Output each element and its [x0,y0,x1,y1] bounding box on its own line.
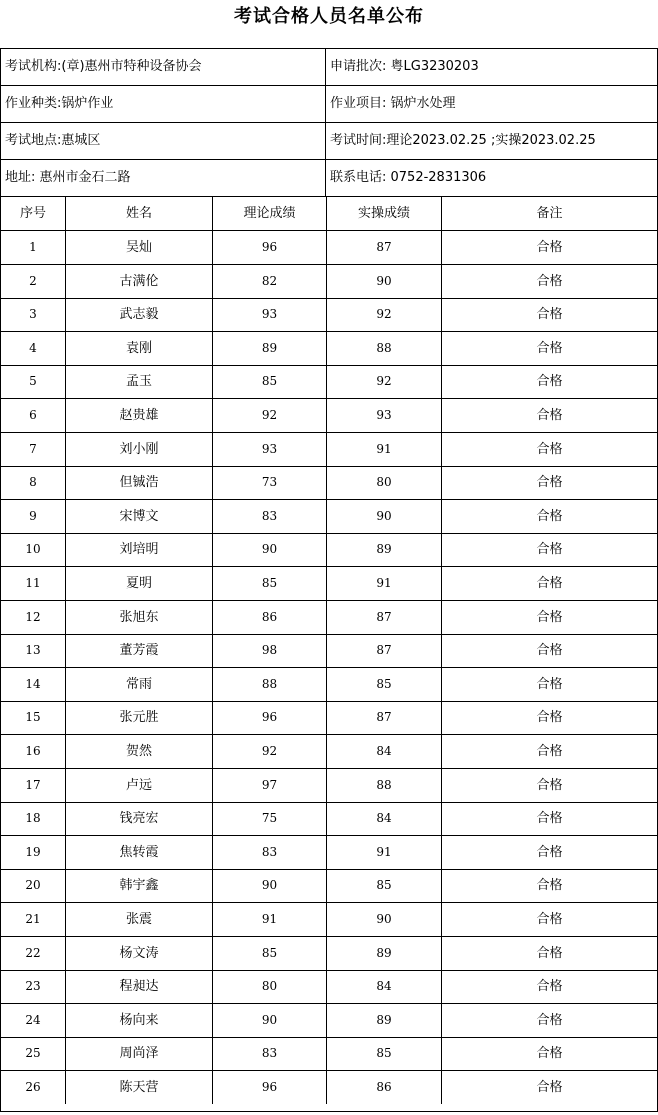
row-index: 14 [1,668,66,701]
theory-score: 97 [213,769,327,802]
practical-score: 89 [327,1004,442,1037]
row-index: 3 [1,298,66,331]
candidate-name: 袁刚 [66,332,213,365]
remark: 合格 [536,912,563,927]
theory-score: 90 [213,533,327,566]
remark: 合格 [536,374,563,390]
row-index: 19 [1,836,66,869]
table-row [1,970,657,1004]
row-index: 25 [1,1037,66,1070]
candidate-name: 董芳霞 [66,634,213,667]
theory-score: 86 [213,601,327,634]
candidate-name: 张旭东 [66,601,213,634]
info-row [1,86,657,123]
practical-score: 89 [327,533,442,566]
application-batch: 申请批次: 粤LG3230203 [330,59,479,74]
table-row [1,769,657,803]
candidate-name: 刘小刚 [66,433,213,466]
practical-score: 88 [327,769,442,802]
practical-score: 86 [327,1071,442,1104]
remark: 合格 [536,844,563,860]
candidate-name: 但铖浩 [66,466,213,499]
table-row [1,601,657,635]
table-row [1,937,657,971]
remark: 合格 [536,777,563,793]
theory-score: 90 [213,869,327,902]
practical-score: 85 [327,668,442,701]
info-row [1,123,657,160]
practical-score: 89 [327,937,442,970]
theory-score: 96 [213,701,327,734]
table-row [1,802,657,836]
theory-score: 83 [213,836,327,869]
operation-category: 作业种类:锅炉作业 [1,86,326,122]
table-row [1,1037,657,1071]
candidate-name: 常雨 [66,668,213,701]
practical-score: 87 [327,634,442,667]
theory-score: 98 [213,634,327,667]
row-index: 8 [1,466,66,499]
row-index: 10 [1,533,66,566]
remark: 合格 [536,340,563,356]
table-row [1,231,657,265]
practical-score: 85 [327,869,442,902]
row-index: 9 [1,500,66,533]
remark: 合格 [536,710,563,726]
info-row [1,49,657,86]
candidate-name: 张元胜 [66,701,213,734]
column-header-practical-score: 实操成绩 [327,197,442,230]
remark: 合格 [536,273,563,289]
candidate-name: 陈天营 [66,1071,213,1104]
candidate-name: 武志毅 [66,298,213,331]
remark: 合格 [536,508,563,524]
theory-score: 91 [213,903,327,936]
theory-score: 83 [213,500,327,533]
practical-score: 80 [327,466,442,499]
table-row [1,1071,657,1105]
row-index: 12 [1,601,66,634]
column-header-name: 姓名 [66,197,213,230]
row-index: 2 [1,265,66,298]
practical-score: 93 [327,399,442,432]
practical-score: 90 [327,500,442,533]
theory-score: 73 [213,466,327,499]
theory-score: 92 [213,399,327,432]
practical-score: 90 [327,903,442,936]
info-row [1,160,657,197]
remark: 合格 [536,979,563,995]
column-header-remark: 备注 [536,206,563,221]
theory-score: 80 [213,970,327,1003]
candidate-name: 古满伦 [66,265,213,298]
remark: 合格 [536,945,563,961]
remark: 合格 [536,811,563,827]
row-index: 13 [1,634,66,667]
theory-score: 82 [213,265,327,298]
remark: 合格 [536,878,563,894]
remark: 合格 [536,542,563,558]
contact-phone: 联系电话: 0752-2831306 [330,170,487,185]
practical-score: 85 [327,1037,442,1070]
table-row [1,668,657,702]
candidate-name: 杨文涛 [66,937,213,970]
table-row [1,533,657,567]
candidate-name: 钱亮宏 [66,802,213,835]
table-row [1,1004,657,1038]
row-index: 11 [1,567,66,600]
remark: 合格 [536,676,563,692]
remark: 合格 [536,1080,563,1095]
table-row [1,903,657,937]
practical-score: 84 [327,735,442,768]
practical-score: 88 [327,332,442,365]
candidate-name: 张震 [66,903,213,936]
practical-score: 92 [327,365,442,398]
row-index: 20 [1,869,66,902]
practical-score: 91 [327,836,442,869]
table-row [1,701,657,735]
remark: 合格 [536,307,563,323]
theory-score: 89 [213,332,327,365]
exam-organization: 考试机构:(章)惠州市特种设备协会 [1,49,326,85]
remark: 合格 [536,1046,563,1062]
row-index: 6 [1,399,66,432]
practical-score: 90 [327,265,442,298]
exam-location: 考试地点:惠城区 [1,123,326,159]
column-header-theory-score: 理论成绩 [213,197,327,230]
practical-score: 91 [327,567,442,600]
candidate-name: 赵贵雄 [66,399,213,432]
row-index: 23 [1,970,66,1003]
candidate-name: 孟玉 [66,365,213,398]
remark: 合格 [536,576,563,591]
theory-score: 93 [213,433,327,466]
row-index: 18 [1,802,66,835]
practical-score: 84 [327,970,442,1003]
table-row [1,869,657,903]
practical-score: 87 [327,601,442,634]
practical-score: 84 [327,802,442,835]
practical-score: 92 [327,298,442,331]
candidate-name: 韩宇鑫 [66,869,213,902]
table-row [1,500,657,534]
theory-score: 85 [213,567,327,600]
remark: 合格 [536,475,563,491]
theory-score: 75 [213,802,327,835]
row-index: 7 [1,433,66,466]
candidate-name: 吴灿 [66,231,213,264]
remark: 合格 [536,408,563,423]
table-row [1,365,657,399]
remark: 合格 [536,609,563,625]
theory-score: 93 [213,298,327,331]
theory-score: 92 [213,735,327,768]
candidate-name: 宋博文 [66,500,213,533]
row-index: 1 [1,231,66,264]
table-row [1,265,657,299]
candidate-name: 杨向来 [66,1004,213,1037]
table-row [1,567,657,601]
table-row [1,399,657,433]
candidate-name: 夏明 [66,567,213,600]
table-row [1,298,657,332]
table-row [1,735,657,769]
table-row [1,433,657,467]
row-index: 16 [1,735,66,768]
practical-score: 91 [327,433,442,466]
row-index: 22 [1,937,66,970]
theory-score: 90 [213,1004,327,1037]
row-index: 15 [1,701,66,734]
remark: 合格 [536,441,563,457]
remark: 合格 [536,643,563,659]
table-row [1,634,657,668]
remark: 合格 [536,744,563,759]
theory-score: 88 [213,668,327,701]
remark: 合格 [536,240,563,255]
candidate-name: 贺然 [66,735,213,768]
practical-score: 87 [327,231,442,264]
theory-score: 85 [213,365,327,398]
candidate-name: 刘培明 [66,533,213,566]
results-table [0,48,658,1112]
candidate-name: 周尚泽 [66,1037,213,1070]
row-index: 21 [1,903,66,936]
candidate-name: 程昶达 [66,970,213,1003]
theory-score: 85 [213,937,327,970]
theory-score: 83 [213,1037,327,1070]
row-index: 4 [1,332,66,365]
row-index: 17 [1,769,66,802]
table-row [1,466,657,500]
exam-time: 考试时间:理论2023.02.25 ;实操2023.02.25 [330,133,596,148]
theory-score: 96 [213,231,327,264]
operation-item: 作业项目: 锅炉水处理 [330,96,456,111]
table-row [1,332,657,366]
row-index: 24 [1,1004,66,1037]
column-header-row [1,197,657,231]
row-index: 5 [1,365,66,398]
practical-score: 87 [327,701,442,734]
remark: 合格 [536,1012,563,1028]
theory-score: 96 [213,1071,327,1104]
table-row [1,836,657,870]
page-title: 考试合格人员名单公布 [234,6,424,27]
column-header-index: 序号 [1,197,66,230]
address: 地址: 惠州市金石二路 [1,160,326,196]
row-index: 26 [1,1071,66,1104]
candidate-name: 焦转霞 [66,836,213,869]
candidate-name: 卢远 [66,769,213,802]
